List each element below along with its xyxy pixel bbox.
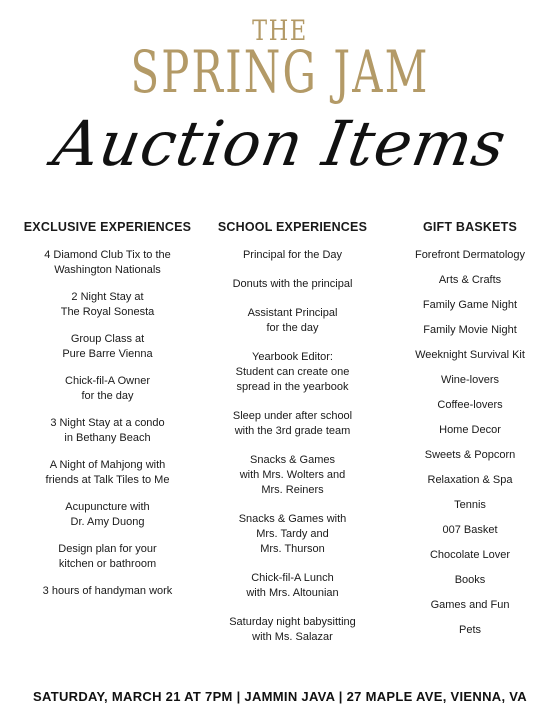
list-item: 3 hours of handyman work [42, 585, 173, 597]
list-item: Donuts with the principal [232, 278, 353, 290]
list-item: Principal for the Day [242, 249, 343, 261]
column-school-experiences [200, 218, 385, 659]
list-item: Coffee-lovers [437, 399, 503, 411]
list-item: 4 Diamond Club Tix to the Washington Nationals [44, 249, 171, 276]
list-item: A Night of Mahjong with friends at Talk Tiles to Me [45, 459, 170, 486]
list-item: 007 Basket [442, 524, 498, 536]
list-item: Family Movie Night [423, 324, 517, 336]
auction-items-script-title: Auction Items [48, 107, 512, 180]
list-item: Group Class at Pure Barre Vienna [62, 333, 153, 360]
list-item: Sleep under after school with the 3rd grade team [232, 410, 353, 437]
column-exclusive-experiences [20, 218, 195, 611]
list-item: Yearbook Editor: Student can create one spread in the yearbook [235, 351, 350, 393]
list-item: Games and Fun [430, 599, 510, 611]
list-item: 2 Night Stay at The Royal Sonesta [60, 291, 155, 318]
list-item: Books [454, 574, 486, 586]
list-item: Saturday night babysitting with Ms. Salazar [229, 616, 356, 643]
list-item: Chick-fil-A Lunch with Mrs. Altounian [246, 572, 339, 599]
list-item: Home Decor [439, 424, 501, 436]
list-item: Acupuncture with Dr. Amy Duong [65, 501, 150, 528]
list-item: Chocolate Lover [429, 549, 511, 561]
event-title: SPRING JAM [130, 38, 430, 106]
column-title: EXCLUSIVE EXPERIENCES [23, 220, 192, 234]
list-item: 3 Night Stay at a condo in Bethany Beach [50, 417, 165, 444]
list-item: Relaxation & Spa [427, 474, 513, 486]
flyer-header [0, 0, 560, 200]
column-gift-baskets [390, 218, 550, 648]
list-item: Snacks & Games with Mrs. Wolters and Mrs. Reiners [239, 454, 346, 496]
list-item: Weeknight Survival Kit [415, 349, 525, 361]
list-item: Forefront Dermatology [414, 249, 526, 261]
list-item: Family Game Night [422, 299, 518, 311]
list-item: Tennis [454, 499, 486, 511]
header-the: THE [252, 14, 308, 47]
list-item: Pets [458, 624, 481, 636]
list-item: Snacks & Games with Mrs. Tardy and Mrs. Thurson [238, 513, 347, 555]
event-details-footer: SATURDAY, MARCH 21 AT 7PM | JAMMIN JAVA | 27 MAPLE AVE, VIENNA, VA [33, 689, 527, 704]
list-item: Sweets & Popcorn [424, 449, 516, 461]
list-item: Chick-fil-A Owner for the day [65, 375, 150, 402]
list-item: Arts & Crafts [438, 274, 502, 286]
list-item: Design plan for your kitchen or bathroom [58, 543, 157, 570]
column-title: GIFT BASKETS [422, 220, 518, 234]
column-title: SCHOOL EXPERIENCES [217, 220, 368, 234]
auction-columns [0, 218, 560, 658]
list-item: Assistant Principal for the day [247, 307, 338, 334]
list-item: Wine-lovers [440, 374, 500, 386]
